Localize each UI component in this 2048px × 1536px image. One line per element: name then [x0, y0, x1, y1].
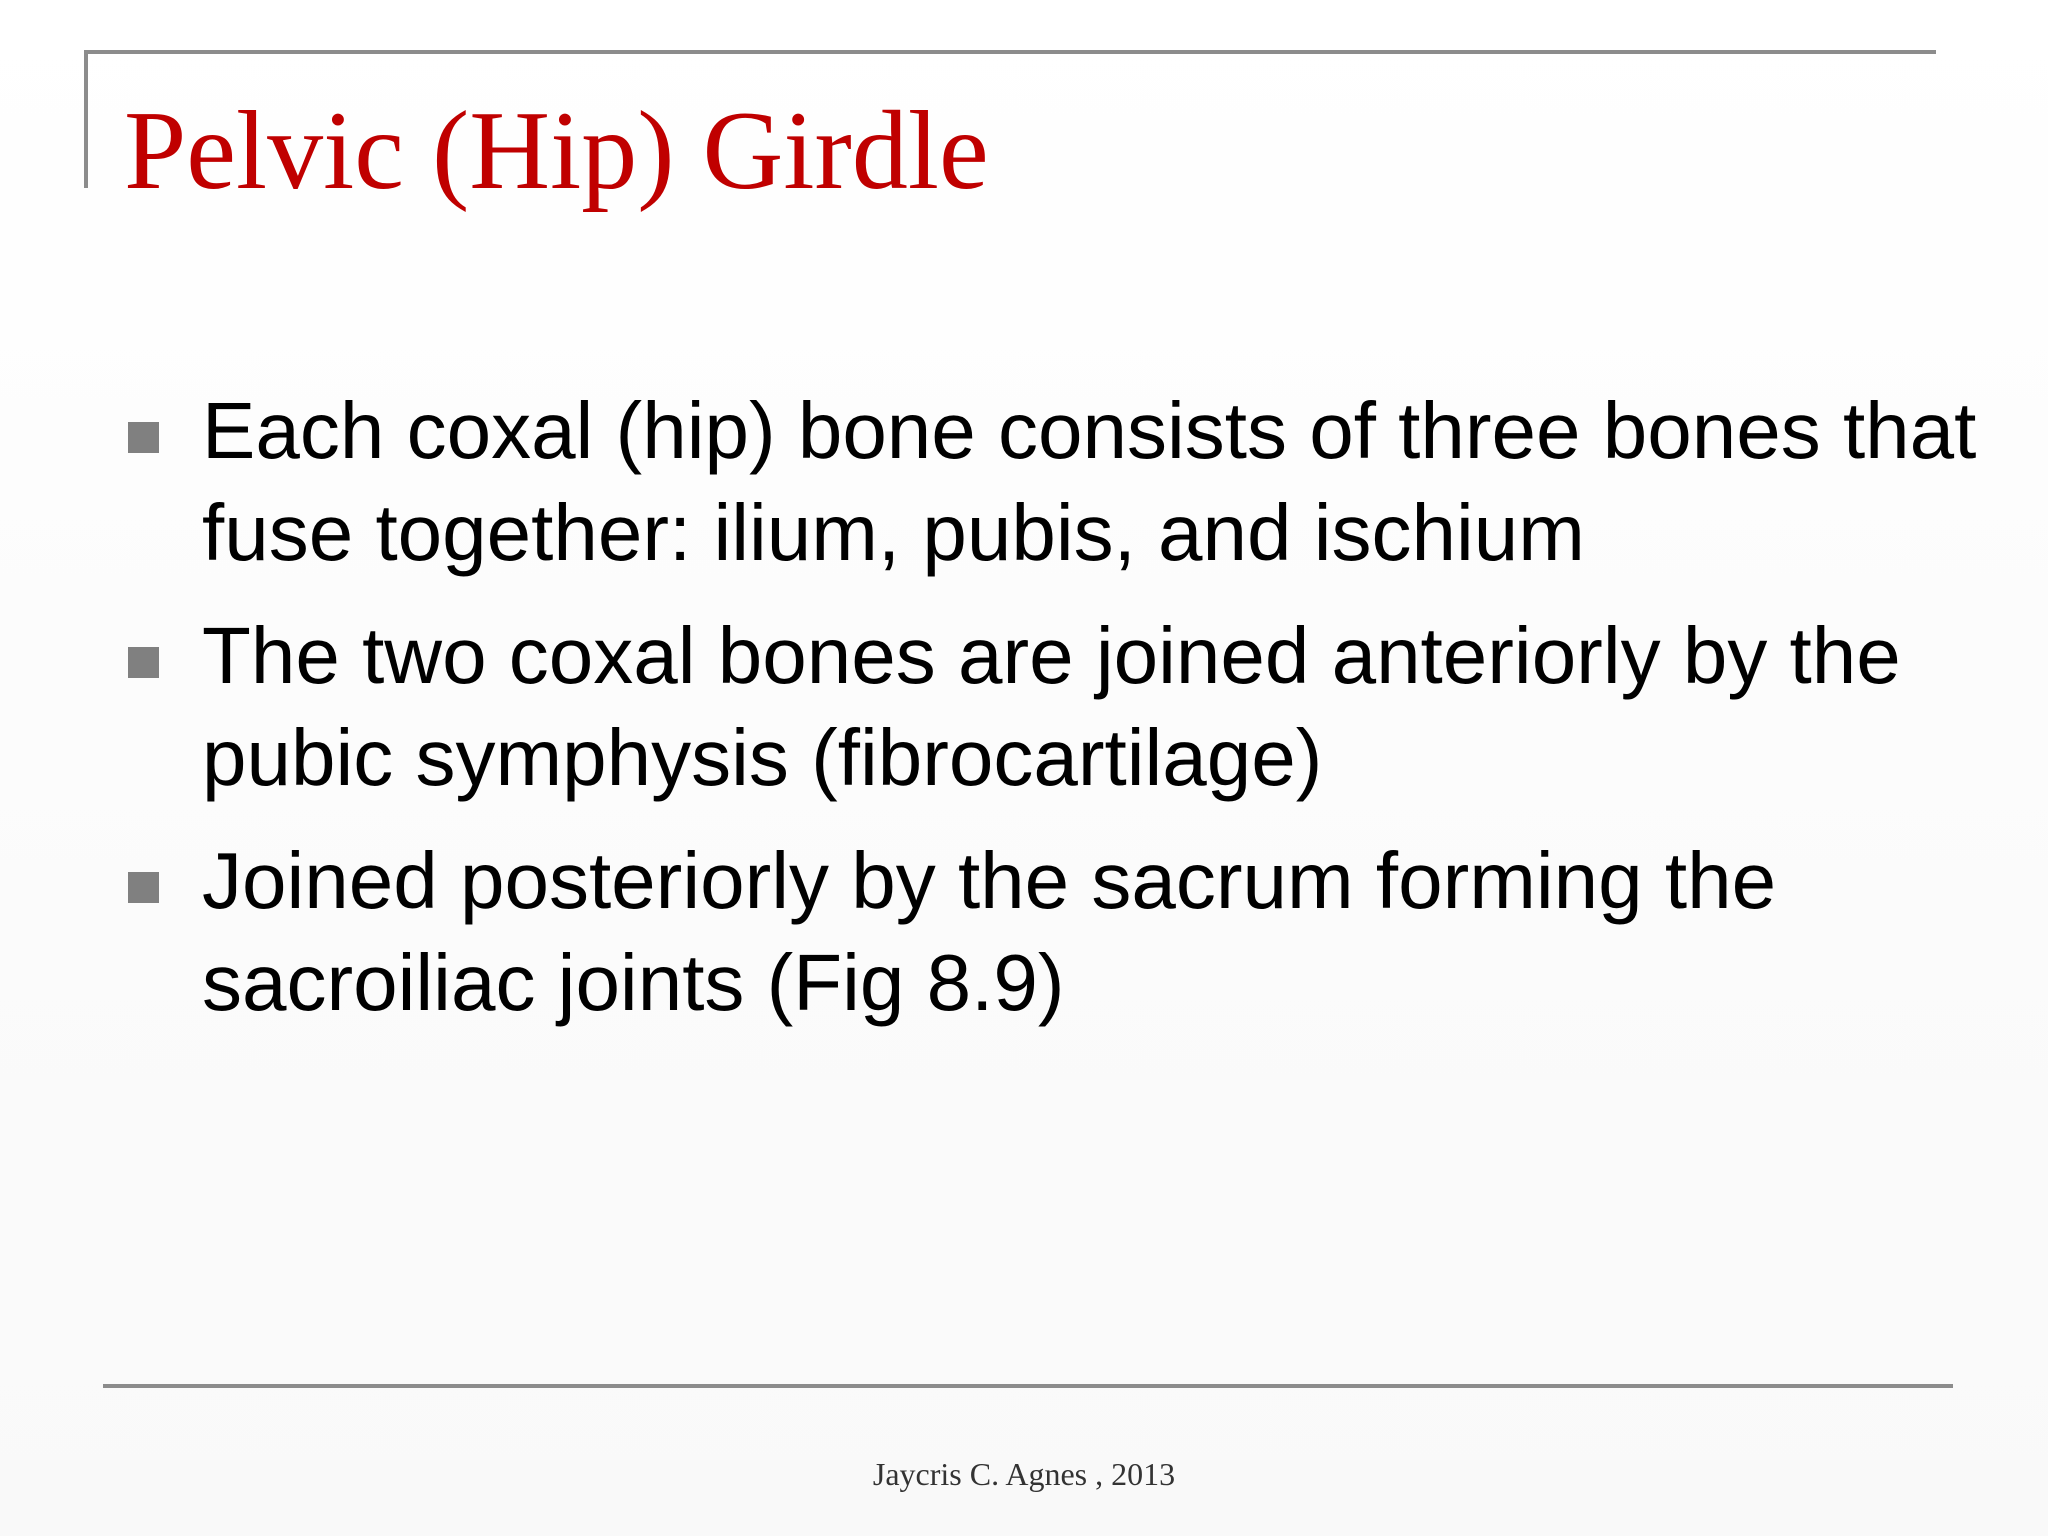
bullet-text: Each coxal (hip) bone consists of three bones that fuse together: ilium, pubis, and ischium: [202, 386, 1977, 577]
footer-credit: Jaycris C. Agnes , 2013: [872, 1456, 1176, 1492]
bullet-item: [128, 380, 1988, 584]
bullet-text: The two coxal bones are joined anteriorly by the pubic symphysis (fibrocartilage): [202, 611, 1901, 802]
bullet-text: Joined posteriorly by the sacrum forming the sacroiliac joints (Fig 8.9): [202, 836, 1777, 1027]
bullet-list: [128, 380, 1988, 1055]
square-bullet-icon: [128, 872, 159, 903]
left-divider: [84, 50, 88, 188]
bullet-item: [128, 605, 1988, 809]
bullet-item: [128, 830, 1988, 1034]
top-divider: [84, 50, 1936, 54]
bottom-divider: [103, 1384, 1953, 1388]
square-bullet-icon: [128, 422, 159, 453]
slide-title: Pelvic (Hip) Girdle: [124, 89, 989, 213]
square-bullet-icon: [128, 647, 159, 678]
